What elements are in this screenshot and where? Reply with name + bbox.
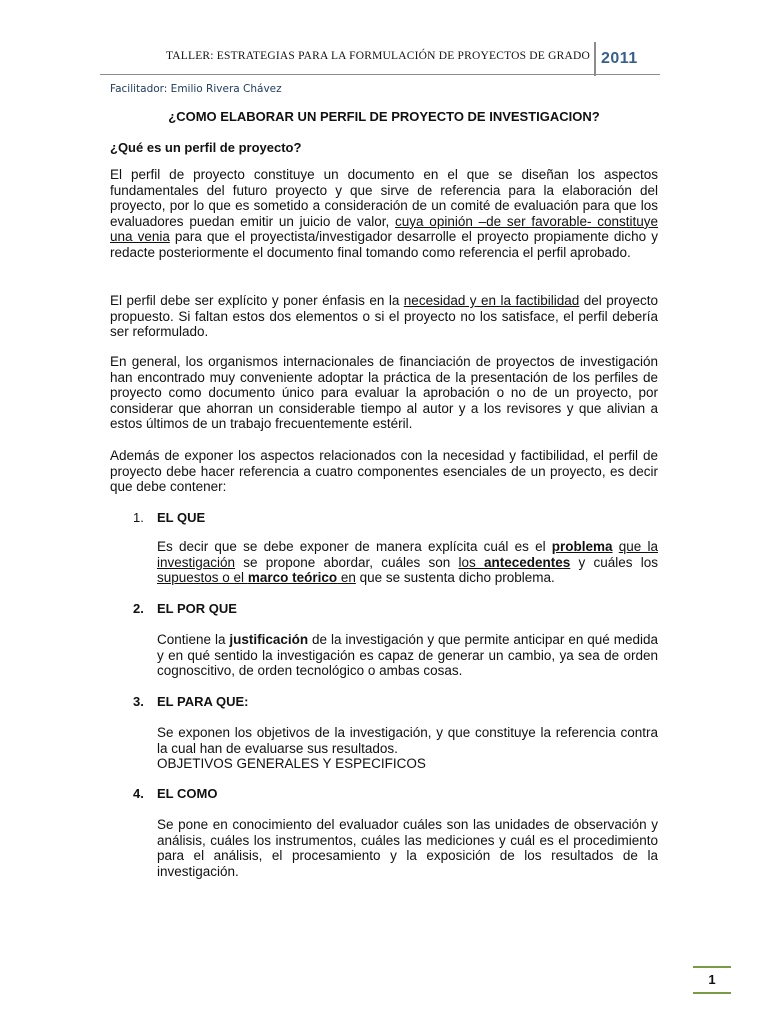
item-1-antecedentes: los antecedentes	[458, 554, 571, 570]
item-2-text-1: Contiene la	[157, 632, 230, 647]
list-item-2-heading	[133, 601, 237, 616]
list-item-1-heading	[133, 510, 205, 525]
item-1-text-3: se propone abordar, cuáles son	[235, 554, 459, 570]
paragraph-3: En general, los organismos internacionales de financiación de proyectos de investigación han encontrado muy conveniente adoptar la práctica de la presentación de los perfiles de proyecto como documento único para evaluar la aprobación o no de un proyecto, por considerar que ahorran un considerable tiempo al autor y a los revisores y que alivian a estos últimos de un trabajo frecuentemente estéril.	[110, 354, 658, 432]
paragraph-2	[110, 293, 658, 340]
item-1-marco-teorico: supuestos o el marco teórico en	[157, 570, 356, 586]
antecedentes-bold: antecedentes	[484, 554, 571, 570]
item-3-objetivos: OBJETIVOS GENERALES Y ESPECIFICOS	[157, 756, 426, 772]
list-item-1-body	[157, 539, 658, 586]
document-title: ¿COMO ELABORAR UN PERFIL DE PROYECTO DE INVESTIGACION?	[168, 109, 600, 124]
list-item-number: 3.	[133, 694, 144, 709]
paragraph-1	[110, 167, 658, 261]
item-1-text-4: y cuáles los	[570, 554, 658, 570]
item-3-text-1: Se exponen los objetivos de la investigación, y que constituye la referencia contra la cual han de evaluarse sus resultados.	[157, 725, 658, 756]
facilitator: Facilitador: Emilio Rivera Chávez	[110, 83, 282, 95]
paragraph-4: Además de exponer los aspectos relacionados con la necesidad y factibilidad, el perfil de proyecto debe hacer referencia a cuatro componentes esenciales de un proyecto, es decir que debe contener:	[110, 448, 658, 495]
list-item-number: 1.	[133, 510, 144, 525]
section-question: ¿Qué es un perfil de proyecto?	[110, 140, 302, 155]
header-year: 2011	[601, 50, 638, 67]
item-2-justificacion: justificación	[229, 632, 309, 647]
list-item-number: 4.	[133, 786, 144, 801]
list-item-label: EL COMO	[157, 786, 218, 801]
paragraph-2-text-a: El perfil debe ser explícito y poner énfasis en la	[110, 293, 404, 308]
list-item-label: EL PARA QUE:	[157, 694, 249, 709]
item-1-text-1: Es decir que se debe exponer de manera explícita cuál es el	[157, 539, 552, 554]
list-item-4-body: Se pone en conocimiento del evaluador cuáles son las unidades de observación y análisis, cuáles los instrumentos, cuáles las mediciones y cuál es el procedimiento para el análisis, el procesamiento y la exposición de los resultados de la investigación.	[157, 817, 658, 879]
page-number: 1	[708, 972, 716, 987]
header-rule	[100, 74, 660, 75]
paragraph-1-text-a: El perfil de proyecto constituye un documento en el que se diseñan los aspectos fundamentales del futuro proyecto y que sirve de referencia para la elaboración del proyecto, por lo que es sometido a consideración de un comité de evaluación para que los evaluadores puedan emitir un juicio de valor,	[110, 167, 658, 229]
item-1-text-5: que se sustenta dicho problema.	[355, 570, 555, 586]
list-item-4-heading	[133, 786, 217, 801]
paragraph-1-underlined: cuya opinión –de ser favorable- constituye una venia	[110, 213, 659, 245]
page-number-rule-top	[693, 966, 731, 968]
paragraph-1-text-b: para que el proyectista/investigador desarrolle el proyecto propiamente dicho y redacte posteriormente el documento final tomando como referencia el perfil aprobado.	[110, 229, 658, 260]
marco-teorico-bold: marco teórico	[247, 570, 338, 586]
list-item-2-body	[157, 632, 658, 679]
list-item-number: 2.	[133, 601, 144, 616]
list-item-label: EL QUE	[157, 510, 206, 525]
list-item-3-body	[157, 725, 658, 772]
list-item-3-heading	[133, 694, 249, 709]
header-title: TALLER: ESTRATEGIAS PARA LA FORMULACIÓN DE PROYECTOS DE GRADO	[165, 50, 590, 62]
paragraph-2-underlined: necesidad y en la factibilidad	[403, 293, 580, 308]
item-1-underlined-2: que la investigación	[157, 539, 658, 570]
item-1-problema: problema	[551, 539, 613, 554]
page-number-rule-bottom	[693, 992, 731, 994]
paragraph-2-text-b: del proyecto propuesto. Si faltan estos dos elementos o si el proyecto no los satisface, el perfil debería ser reformulado.	[110, 293, 658, 340]
list-item-label: EL POR QUE	[157, 601, 237, 616]
item-2-text-2: de la investigación y que permite anticipar en qué medida y en qué sentido la investigación es capaz de generar un cambio, ya sea de orden cognoscitivo, de orden tecnológico o ambas cosas.	[157, 632, 658, 679]
header-divider	[594, 42, 596, 76]
